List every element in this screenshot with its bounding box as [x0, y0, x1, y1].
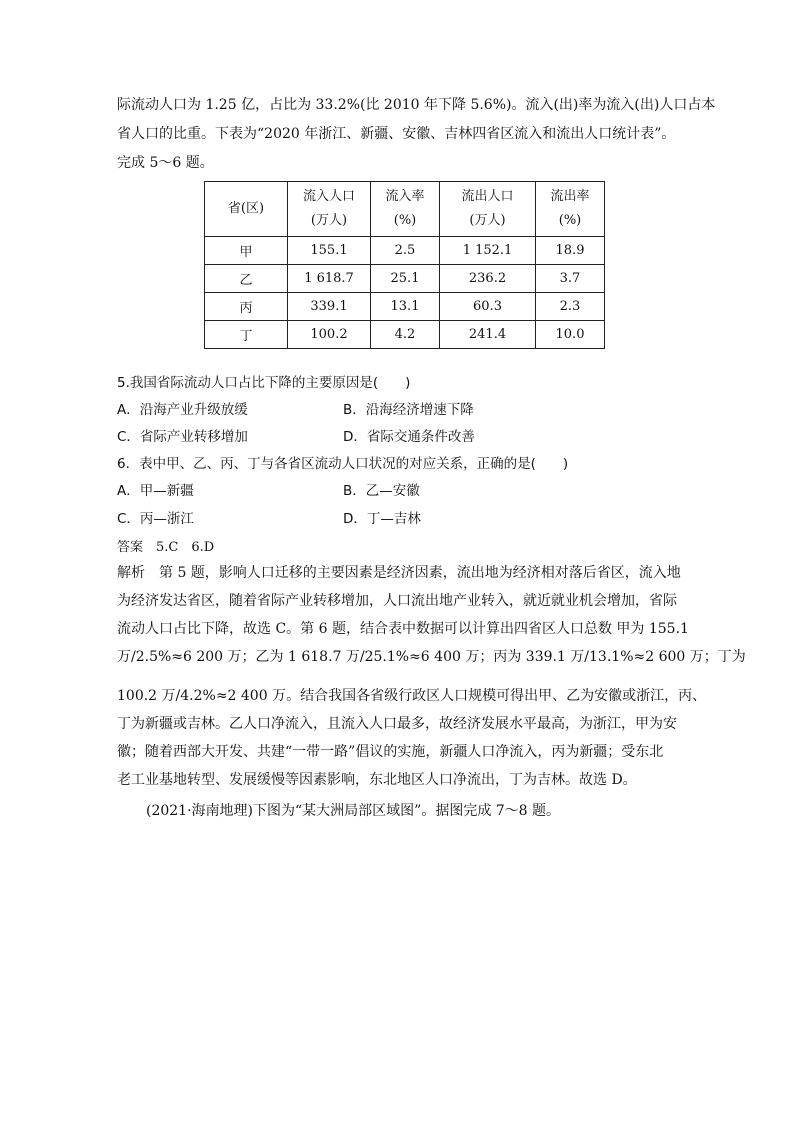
table-cell: 25.1 — [371, 265, 440, 293]
table-cell: 甲 — [205, 237, 288, 265]
analysis-line-1: 解析 第 5 题，影响人口迁移的主要因素是经济因素，流出地为经济相对落后省区，流入地 — [117, 565, 681, 581]
table-row — [205, 237, 605, 265]
intro-line-1: 际流动人口为 1.25 亿，占比为 33.2%(比 2010 年下降 5.6%)。流入(出)率为流入(出)人口占本 — [117, 97, 716, 113]
table-cell: 236.2 — [440, 265, 536, 293]
table-cell: 10.0 — [536, 321, 605, 349]
analysis-line-5: 100.2 万/4.2%≈2 400 万。结合我国各省级行政区人口规模可得出甲、乙为安徽或浙江，丙、 — [117, 688, 707, 704]
table-cell: 18.9 — [536, 237, 605, 265]
table-cell: 13.1 — [371, 293, 440, 321]
table-cell: 60.3 — [440, 293, 536, 321]
table-cell: 1 618.7 — [288, 265, 371, 293]
question-6-stem: 6．表中甲、乙、丙、丁与各省区流动人口状况的对应关系，正确的是( ) — [117, 456, 569, 472]
next-question-intro: (2021·海南地理)下图为“某大洲局部区域图”。据图完成 7～8 题。 — [146, 803, 561, 819]
question-5-option-c[interactable]: C．省际产业转移增加 — [117, 429, 248, 445]
table-cell: 乙 — [205, 265, 288, 293]
table-cell: 241.4 — [440, 321, 536, 349]
analysis-line-4: 万/2.5%≈6 200 万；乙为 1 618.7 万/25.1%≈6 400 万；丙为 339.1 万/13.1%≈2 600 万；丁为 — [117, 649, 746, 665]
intro-line-3: 完成 5～6 题。 — [117, 155, 214, 171]
table-cell: 3.7 — [536, 265, 605, 293]
intro-line-2: 省人口的比重。下表为“2020 年浙江、新疆、安徽、吉林四省区流入和流出人口统计表”。 — [117, 126, 676, 142]
table-header-cell: 流入率 (%) — [371, 182, 440, 237]
table-cell: 丙 — [205, 293, 288, 321]
question-6-option-c[interactable]: C．丙—浙江 — [117, 511, 194, 527]
table-row — [205, 321, 605, 349]
question-5-option-a[interactable]: A．沿海产业升级放缓 — [117, 402, 248, 418]
answer-line: 答案 5.C 6.D — [117, 540, 215, 555]
table-header-cell: 流出人口 (万人) — [440, 182, 536, 237]
question-6-option-a[interactable]: A．甲—新疆 — [117, 483, 194, 499]
question-5-option-b[interactable]: B．沿海经济增速下降 — [343, 402, 474, 418]
table-cell: 1 152.1 — [440, 237, 536, 265]
table-cell: 155.1 — [288, 237, 371, 265]
table-row — [205, 265, 605, 293]
table-cell: 339.1 — [288, 293, 371, 321]
analysis-line-2: 为经济发达省区，随着省际产业转移增加，人口流出地产业转入，就近就业机会增加，省际 — [117, 593, 677, 609]
analysis-line-6: 丁为新疆或吉林。乙人口净流入，且流入人口最多，故经济发展水平最高，为浙江，甲为安 — [117, 716, 677, 732]
table-header-cell: 流出率 (%) — [536, 182, 605, 237]
question-5-option-d[interactable]: D．省际交通条件改善 — [343, 429, 475, 445]
table-cell: 100.2 — [288, 321, 371, 349]
population-table — [204, 181, 605, 349]
table-cell: 丁 — [205, 321, 288, 349]
table-header-cell: 省(区) — [205, 182, 288, 237]
table-cell: 2.5 — [371, 237, 440, 265]
question-5-stem: 5.我国省际流动人口占比下降的主要原因是( ) — [117, 375, 411, 391]
table-cell: 2.3 — [536, 293, 605, 321]
analysis-line-7: 徽；随着西部大开发、共建“一带一路”倡议的实施，新疆人口净流入，丙为新疆；受东北 — [117, 744, 664, 760]
analysis-line-8: 老工业基地转型、发展缓慢等因素影响，东北地区人口净流出，丁为吉林。故选 D。 — [117, 772, 637, 788]
question-6-option-b[interactable]: B．乙—安徽 — [343, 483, 420, 499]
analysis-line-3: 流动人口占比下降，故选 C。第 6 题，结合表中数据可以计算出四省区人口总数 甲为 155.1 — [117, 621, 689, 637]
question-6-option-d[interactable]: D．丁—吉林 — [343, 511, 421, 527]
table-cell: 4.2 — [371, 321, 440, 349]
table-row — [205, 293, 605, 321]
table-header-cell: 流入人口 (万人) — [288, 182, 371, 237]
table-header-row — [205, 182, 605, 237]
